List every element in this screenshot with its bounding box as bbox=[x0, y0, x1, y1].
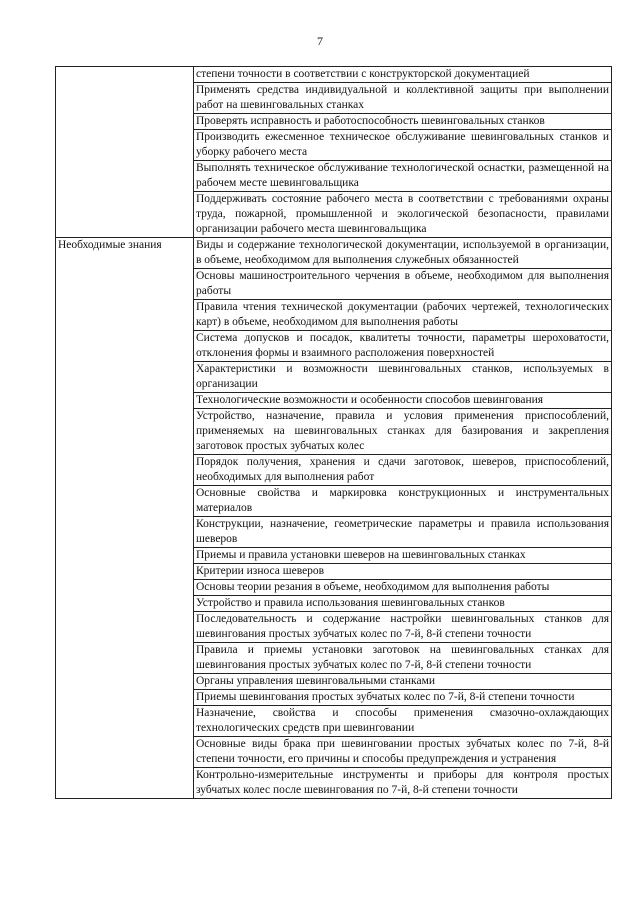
table-row bbox=[56, 238, 612, 269]
requirement-item: Приемы шевингования простых зубчатых колес по 7-й, 8-й степени точности bbox=[194, 690, 612, 706]
requirement-item: Основы машиностроительного черчения в объеме, необходимом для выполнения работы bbox=[194, 269, 612, 300]
requirement-item: Основные свойства и маркировка конструкционных и инструментальных материалов bbox=[194, 486, 612, 517]
requirement-item: Правила чтения технической документации (рабочих чертежей, технологических карт) в объеме, необходимом для выполнения работы bbox=[194, 300, 612, 331]
requirement-item: Технологические возможности и особенности способов шевингования bbox=[194, 393, 612, 409]
requirement-item: Устройство, назначение, правила и условия применения приспособлений, применяемых на шевинговальных станках для базирования и закрепления заготовок простых зубчатых колес bbox=[194, 409, 612, 455]
requirement-item: Устройство и правила использования шевинговальных станков bbox=[194, 596, 612, 612]
requirement-item: Производить ежесменное техническое обслуживание шевинговальных станков и уборку рабочего места bbox=[194, 130, 612, 161]
requirement-item: Применять средства индивидуальной и коллективной защиты при выполнении работ на шевинговальных станках bbox=[194, 83, 612, 114]
requirements-table bbox=[55, 66, 612, 799]
requirement-item: Последовательность и содержание настройки шевинговальных станков для шевингования простых зубчатых колес по 7-й, 8-й степени точности bbox=[194, 612, 612, 643]
table-row bbox=[56, 67, 612, 83]
requirement-item: Выполнять техническое обслуживание технологической оснастки, размещенной на рабочем месте шевинговальщика bbox=[194, 161, 612, 192]
requirement-item: Органы управления шевинговальными станками bbox=[194, 674, 612, 690]
requirement-item: Критерии износа шеверов bbox=[194, 564, 612, 580]
requirement-item: Основы теории резания в объеме, необходимом для выполнения работы bbox=[194, 580, 612, 596]
requirement-item: Характеристики и возможности шевинговальных станков, используемых в организации bbox=[194, 362, 612, 393]
requirement-item: Назначение, свойства и способы применения смазочно-охлаждающих технологических средств при шевинговании bbox=[194, 706, 612, 737]
requirement-item: Основные виды брака при шевинговании простых зубчатых колес по 7-й, 8-й степени точности, его причины и способы предупреждения и устранения bbox=[194, 737, 612, 768]
page-number: 7 bbox=[317, 34, 323, 48]
requirement-item: Правила и приемы установки заготовок на шевинговальных станках для шевингования простых зубчатых колес по 7-й, 8-й степени точности bbox=[194, 643, 612, 674]
requirement-item: Порядок получения, хранения и сдачи заготовок, шеверов, приспособлений, необходимых для выполнения работ bbox=[194, 455, 612, 486]
requirement-item: Проверять исправность и работоспособность шевинговальных станков bbox=[194, 114, 612, 130]
section-label-cell: Необходимые знания bbox=[56, 238, 194, 799]
requirement-item: Поддерживать состояние рабочего места в соответствии с требованиями охраны труда, пожарной, промышленной и экологической безопасности, правилами организации рабочего места шевинговальщика bbox=[194, 192, 612, 238]
requirement-item: Виды и содержание технологической документации, используемой в организации, в объеме, необходимом для выполнения служебных обязанностей bbox=[194, 238, 612, 269]
requirement-item: Контрольно-измерительные инструменты и приборы для контроля простых зубчатых колес после шевингования по 7-й, 8-й степени точности bbox=[194, 768, 612, 799]
requirement-item: Приемы и правила установки шеверов на шевинговальных станках bbox=[194, 548, 612, 564]
section-label-cell bbox=[56, 67, 194, 238]
requirement-item: Конструкции, назначение, геометрические параметры и правила использования шеверов bbox=[194, 517, 612, 548]
requirement-item: степени точности в соответствии с конструкторской документацией bbox=[194, 67, 612, 83]
requirement-item: Система допусков и посадок, квалитеты точности, параметры шероховатости, отклонения формы и взаимного расположения поверхностей bbox=[194, 331, 612, 362]
requirements-table-body bbox=[56, 67, 612, 799]
